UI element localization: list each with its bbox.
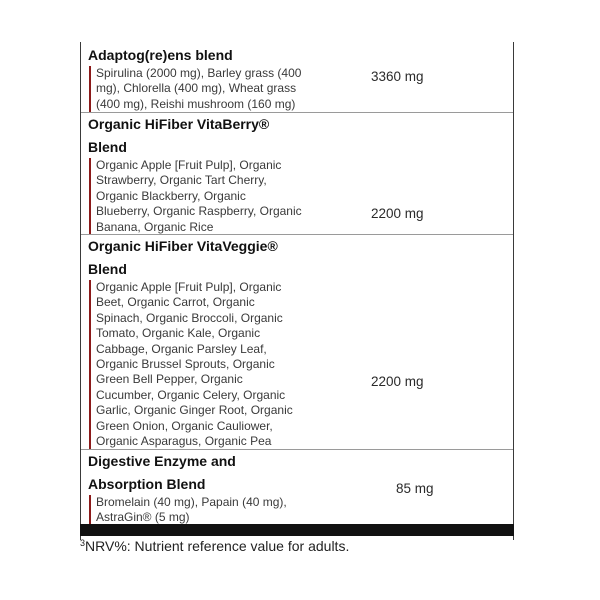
blend-title (88, 113, 269, 159)
ingredient-line: Organic Blackberry, Organic (96, 188, 246, 203)
ingredient-line: Garlic, Organic Ginger Root, Organic (96, 403, 293, 418)
blend-title-line: Adaptog(re)ens blend (88, 47, 233, 63)
ingredient-line: Beet, Organic Carrot, Organic (96, 295, 255, 310)
ingredient-line: Strawberry, Organic Tart Cherry, (96, 173, 267, 188)
ingredient-line: Spinach, Organic Broccoli, Organic (96, 310, 283, 325)
ingredient-line: Organic Asparagus, Organic Pea (96, 434, 272, 449)
ingredient-line: Organic Brussel Sprouts, Organic (96, 357, 275, 372)
blend-title-line: Absorption Blend (88, 476, 206, 492)
blend-title-line: Organic HiFiber VitaBerry® (88, 116, 270, 132)
ingredient-line: Cucumber, Organic Celery, Organic (96, 387, 286, 402)
blend-title-line: Blend (88, 261, 127, 277)
blend-amount: 3360 mg (371, 69, 424, 84)
blend-amount: 2200 mg (371, 206, 424, 221)
ingredient-line: Organic Apple [Fruit Pulp], Organic (96, 158, 282, 172)
blend-amount: 85 mg (396, 481, 434, 496)
blend-title (88, 235, 278, 281)
footnote (80, 538, 349, 554)
blend-ingredients (89, 158, 321, 235)
blend-ingredients (89, 66, 321, 112)
ingredient-line: Blueberry, Organic Raspberry, Organic (96, 204, 302, 219)
ingredient-line: Green Bell Pepper, Organic (96, 372, 243, 387)
table-bottom-bar (80, 524, 514, 536)
ingredient-line: Green Onion, Organic Cauliower, (96, 418, 273, 433)
ingredient-line: Spirulina (2000 mg), Barley grass (400 (96, 66, 302, 80)
ingredient-line: Cabbage, Organic Parsley Leaf, (96, 341, 267, 356)
blend-title-line: Digestive Enzyme and (88, 453, 236, 469)
ingredient-line: (400 mg), Reishi mushroom (160 mg) (96, 96, 296, 111)
ingredient-line: Organic Apple [Fruit Pulp], Organic (96, 280, 282, 294)
ingredient-line: Banana, Organic Rice (96, 219, 214, 234)
blend-title (88, 450, 236, 496)
blend-title-line: Organic HiFiber VitaVeggie® (88, 238, 278, 254)
ingredient-line: Tomato, Organic Kale, Organic (96, 326, 261, 341)
ingredient-line: AstraGin® (5 mg) (96, 510, 190, 525)
blend-amount: 2200 mg (371, 374, 424, 389)
ingredient-line: Bromelain (40 mg), Papain (40 mg), (96, 495, 287, 509)
blend-ingredients (89, 280, 321, 449)
blend-ingredients (89, 495, 321, 526)
footnote-text: NRV%: Nutrient reference value for adults. (85, 538, 350, 554)
blend-title-line: Blend (88, 139, 127, 155)
ingredient-line: mg), Chlorella (400 mg), Wheat grass (96, 81, 297, 96)
nutrition-table (80, 42, 514, 540)
blend-title (88, 44, 233, 66)
footnote-marker: 3 (80, 538, 86, 548)
